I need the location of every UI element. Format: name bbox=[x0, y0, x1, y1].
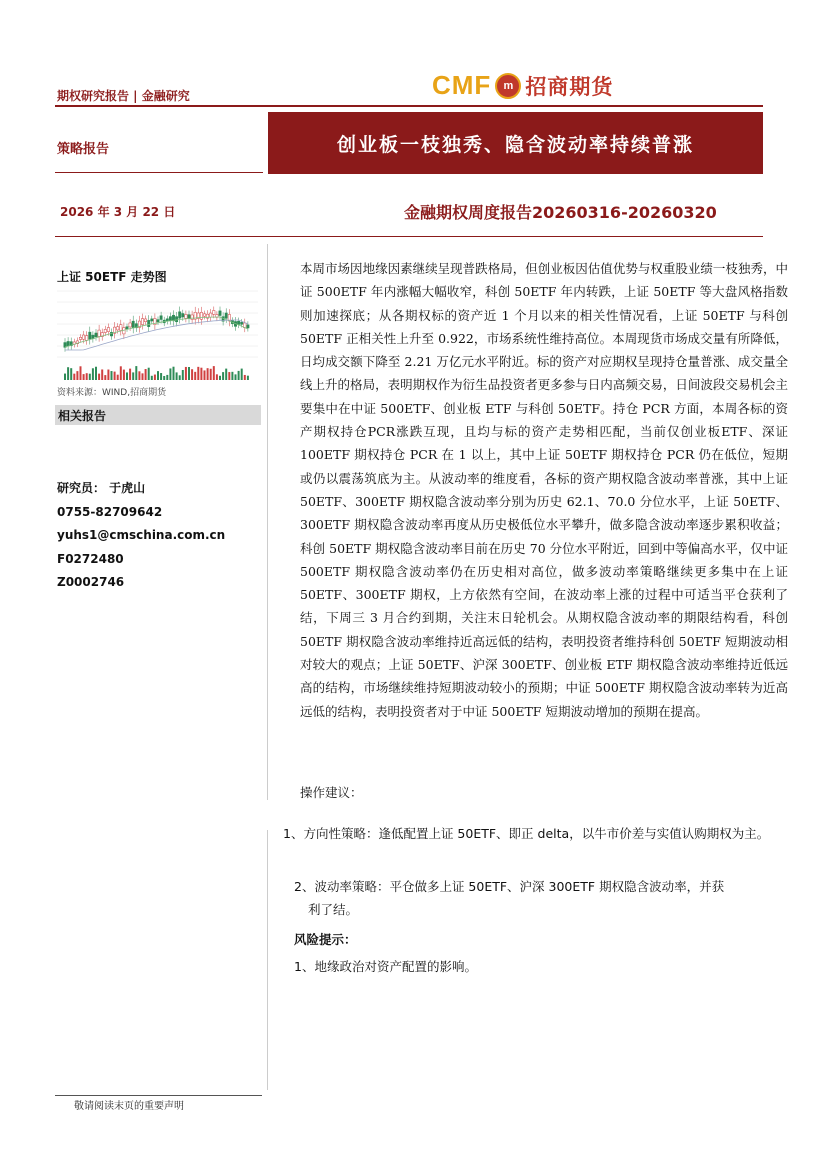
volume-bar bbox=[204, 370, 206, 380]
risk-item: 1、地缘政治对资产配置的影响。 bbox=[294, 959, 477, 974]
volume-bar bbox=[157, 371, 159, 380]
volume-bar bbox=[123, 370, 125, 380]
candle-body bbox=[185, 315, 187, 319]
candle-body bbox=[175, 317, 177, 322]
candle-body bbox=[151, 319, 153, 321]
volume-bar bbox=[213, 366, 215, 380]
researcher-info bbox=[57, 477, 225, 595]
volume-bar bbox=[148, 368, 150, 380]
candle-body bbox=[237, 321, 239, 324]
volume-bar bbox=[169, 368, 171, 380]
related-reports-band bbox=[55, 405, 261, 425]
candle-body bbox=[210, 313, 212, 317]
volume-bar bbox=[207, 368, 209, 380]
risk-label: 风险提示： bbox=[294, 932, 357, 947]
volume-bar bbox=[104, 375, 106, 380]
volume-bar bbox=[107, 370, 109, 380]
chart-source: 资料来源：WIND,招商期货 bbox=[57, 388, 167, 398]
title-band bbox=[268, 112, 763, 174]
volume-bar bbox=[117, 375, 119, 380]
volume-bar bbox=[182, 370, 184, 380]
report-type-label: 策略报告 bbox=[57, 142, 110, 157]
candle-body bbox=[104, 329, 106, 332]
volume-bar bbox=[225, 369, 227, 380]
candle-body bbox=[132, 321, 134, 328]
etf-trend-chart bbox=[57, 287, 258, 382]
moving-average-line bbox=[65, 317, 248, 347]
candle-body bbox=[203, 314, 205, 316]
candle-body bbox=[160, 316, 162, 320]
candle-body bbox=[213, 310, 215, 314]
volume-bar bbox=[188, 367, 190, 380]
volume-bar bbox=[111, 371, 113, 380]
volume-bar bbox=[114, 372, 116, 380]
report-category: 期权研究报告 | 金融研究 bbox=[57, 89, 190, 103]
candle-body bbox=[129, 323, 131, 327]
volume-bar bbox=[86, 373, 88, 380]
etf-trend-chart-svg bbox=[57, 287, 258, 382]
volume-bar bbox=[244, 375, 246, 380]
volume-bar bbox=[70, 368, 72, 380]
footer-disclaimer: 敬请阅读末页的重要声明 bbox=[74, 1101, 184, 1112]
candle-body bbox=[95, 333, 97, 337]
volume-bar bbox=[67, 367, 69, 380]
candle-body bbox=[182, 314, 184, 318]
chart-title: 上证 50ETF 走势图 bbox=[57, 270, 167, 284]
footer-divider bbox=[55, 1095, 262, 1096]
researcher-name: 研究员： 于虎山 bbox=[57, 481, 146, 495]
volume-bar bbox=[238, 371, 240, 380]
candle-body bbox=[247, 325, 249, 328]
volume-bar bbox=[138, 371, 140, 380]
section-divider bbox=[55, 236, 763, 237]
volume-bar bbox=[194, 372, 196, 380]
suggestion-volatility bbox=[294, 875, 789, 921]
volume-bar bbox=[166, 375, 168, 380]
suggestion-direction: 1、方向性策略：逢低配置上证 50ETF、即正 delta，以牛市价差与实值认购期权为主。 bbox=[283, 826, 770, 841]
candle-body bbox=[67, 341, 69, 346]
column-divider-lower bbox=[267, 830, 268, 1090]
researcher-cert-z: Z0002746 bbox=[57, 575, 125, 589]
logo-chinese: 招商期货 bbox=[525, 74, 614, 99]
candle-body bbox=[107, 328, 109, 332]
volume-bar bbox=[95, 367, 97, 380]
report-subtitle: 金融期权周度报告20260316-20260320 bbox=[404, 203, 717, 222]
company-logo bbox=[432, 70, 613, 101]
ops-label: 操作建议： bbox=[300, 785, 363, 800]
volume-bar bbox=[173, 367, 175, 380]
volume-bar bbox=[132, 372, 134, 380]
candle-body bbox=[144, 319, 146, 322]
volume-bar bbox=[219, 376, 221, 380]
volume-bar bbox=[154, 375, 156, 380]
candle-body bbox=[219, 311, 221, 316]
volume-bar bbox=[247, 376, 249, 380]
column-divider bbox=[267, 244, 268, 800]
left-divider bbox=[55, 172, 263, 173]
candle-body bbox=[148, 320, 150, 326]
volume-bar bbox=[200, 368, 202, 380]
suggestion-volatility-line2: 利了结。 bbox=[308, 902, 359, 917]
volume-bar bbox=[163, 376, 165, 380]
candle-body bbox=[157, 320, 159, 322]
candle-body bbox=[86, 336, 88, 341]
candle-body bbox=[98, 330, 100, 336]
volume-bar bbox=[176, 372, 178, 380]
candle-body bbox=[200, 312, 202, 319]
volume-bar bbox=[216, 374, 218, 380]
candle-body bbox=[82, 335, 84, 339]
volume-bar bbox=[197, 367, 199, 380]
volume-bar bbox=[231, 372, 233, 380]
volume-bar bbox=[129, 369, 131, 380]
header-divider bbox=[55, 105, 763, 107]
candle-body bbox=[169, 317, 171, 321]
volume-bar bbox=[210, 369, 212, 380]
candle-body bbox=[191, 315, 193, 319]
candle-body bbox=[225, 313, 227, 318]
volume-bar bbox=[235, 374, 237, 380]
volume-bar bbox=[120, 366, 122, 380]
volume-bar bbox=[80, 366, 82, 380]
volume-bar bbox=[101, 369, 103, 380]
volume-bar bbox=[92, 368, 94, 380]
candle-body bbox=[120, 325, 122, 331]
candle-body bbox=[126, 327, 128, 329]
candle-body bbox=[89, 332, 91, 339]
candle-body bbox=[141, 319, 143, 325]
volume-bar bbox=[98, 374, 100, 380]
volume-bar bbox=[185, 367, 187, 380]
summary-paragraph: 本周市场因地缘因素继续呈现普跌格局，但创业板因估值优势与权重股业绩一枝独秀，中证 500ETF 年内涨幅大幅收窄，科创 50ETF 年内转跌，上证 50ETF 等大盘风格指数则加速探底；从各期权标的资产近 1 个月以来的相关性情况看，上证 50ETF 与科创 50ETF 正相关性上升至 0.922，市场系统性维持高位。本周现货市场成交量有所降低，日均成交额下降至 2.21 万亿元水平附近。标的资产对应期权呈现持仓量普涨、成交量全线上升的格局，表明期权作为衍生品投资者更多参与日内高频交易，日间波段交易机会主要集中在中证 500ETF、创业板 ETF 与科创 50ETF。持仓 PCR 方面，本周各标的资产期权持仓PCR涨跌互现，且均与标的资产走势相匹配，当前仅创业板ETF、深证100ETF 期权持仓 PCR 在 1 以上，其中上证 50ETF 期权持仓 PCR 仍在低位，短期或仍以震荡筑底为主。从波动率的维度看，各标的资产期权隐含波动率普涨，其中上证 50ETF、300ETF 期权隐含波动率分别为历史 62.1、70.0 分位水平，上证 50ETF、300ETF 期权隐含波动率再度从历史极低位水平攀升，做多隐含波动率逐步累积收益；科创 50ETF 期权隐含波动率目前在历史 70 分位水平附近，回到中等偏高水平，仅中证 500ETF 期权隐含波动率仍在历史相对高位，做多波动率策略继续更多集中在上证 50ETF、300ETF 期权，上方依然有空间，在波动率上涨的过程中可适当平仓获利了结，下周三 3 月合约到期，关注末日轮机会。从期权隐含波动率的期限结构看，科创 50ETF 期权隐含波动率维持近高远低的结构，表明投资者维持科创 50ETF 短期波动相对较大的观点；上证 50ETF、沪深 300ETF、创业板 ETF 期权隐含波动率维持近低远高的结构，市场继续维持短期波动较小的预期；中证 500ETF 期权隐含波动率转为近高远低的结构，表明投资者对于中证 500ETF 短期波动增加的预期在提高。 bbox=[300, 261, 788, 719]
suggestion-volatility-line1: 2、波动率策略：平仓做多上证 50ETF、沪深 300ETF 期权隐含波动率，并获 bbox=[294, 879, 725, 894]
report-date: 2026 年 3 月 22 日 bbox=[60, 205, 176, 219]
volume-bar bbox=[191, 369, 193, 380]
volume-bar bbox=[64, 374, 66, 380]
candle-body bbox=[117, 327, 119, 330]
candle-body bbox=[241, 322, 243, 324]
volume-bar bbox=[228, 372, 230, 380]
logo-latin: CMF bbox=[432, 70, 492, 100]
volume-bar bbox=[83, 374, 85, 380]
volume-bar bbox=[241, 369, 243, 380]
volume-bar bbox=[126, 372, 128, 380]
volume-bar bbox=[179, 375, 181, 380]
researcher-email: yuhs1@cmschina.com.cn bbox=[57, 528, 226, 542]
researcher-phone: 0755-82709642 bbox=[57, 504, 163, 519]
volume-bar bbox=[151, 376, 153, 380]
researcher-cert-f: F0272480 bbox=[57, 551, 124, 566]
volume-bar bbox=[222, 372, 224, 380]
candle-body bbox=[179, 312, 181, 318]
candle-body bbox=[79, 337, 81, 339]
logo-badge-icon: m bbox=[495, 73, 521, 99]
volume-bar bbox=[89, 374, 91, 380]
volume-bar bbox=[145, 369, 147, 380]
volume-bar bbox=[76, 371, 78, 380]
report-title: 创业板一枝独秀、隐含波动率持续普涨 bbox=[336, 133, 694, 156]
related-reports-label: 相关报告 bbox=[58, 409, 107, 423]
volume-bar bbox=[135, 366, 137, 380]
volume-bar bbox=[73, 374, 75, 380]
volume-bar bbox=[142, 373, 144, 380]
volume-bar bbox=[160, 373, 162, 380]
